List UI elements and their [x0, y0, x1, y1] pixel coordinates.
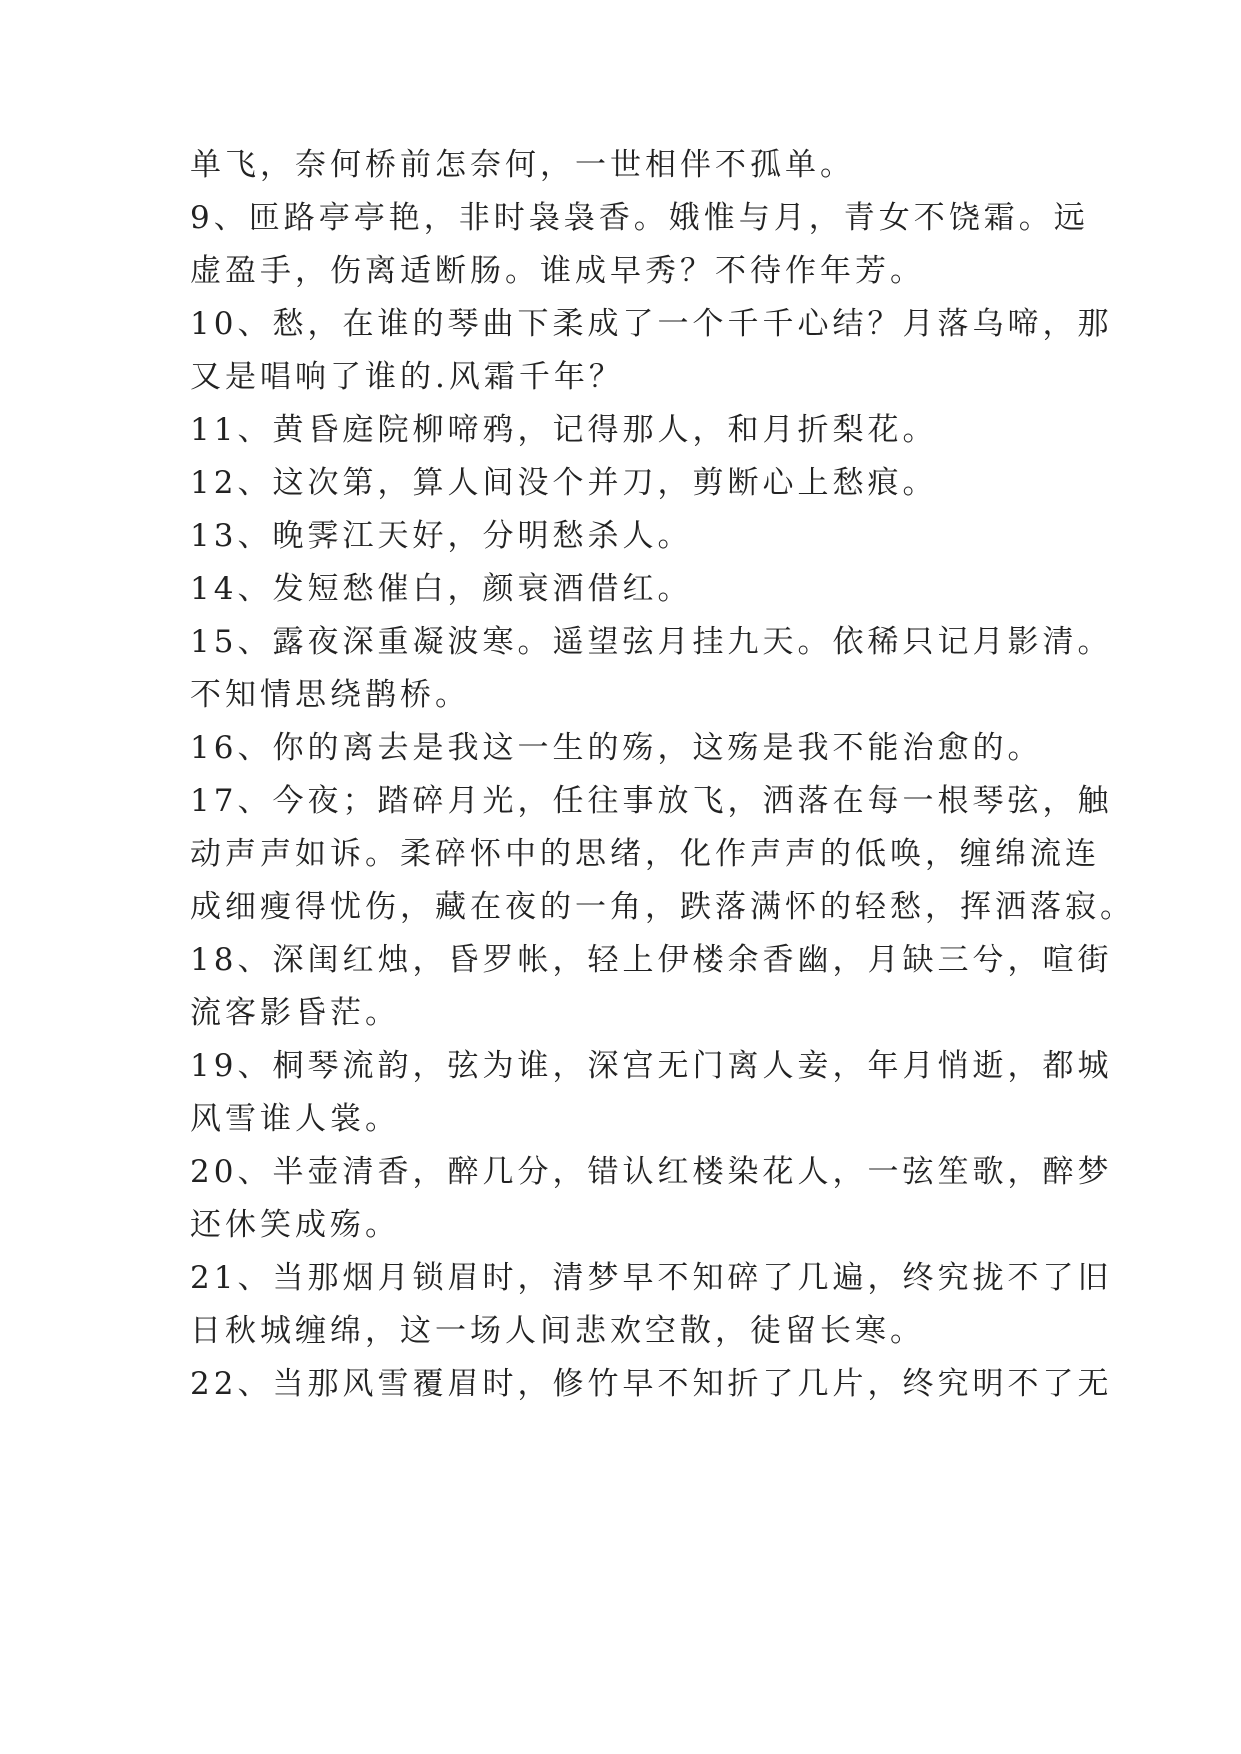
text-line: 21、当那烟月锁眉时，清梦早不知碎了几遍，终究拢不了旧 [190, 1260, 1113, 1296]
text-line: 16、你的离去是我这一生的殇，这殇是我不能治愈的。 [190, 730, 1043, 766]
text-line: 虚盈手，伤离适断肠。谁成早秀？不待作年芳。 [190, 253, 925, 289]
text-line: 22、当那风雪覆眉时，修竹早不知折了几片，终究明不了无 [190, 1366, 1113, 1402]
text-line: 14、发短愁催白，颜衰酒借红。 [190, 571, 693, 607]
text-line: 10、愁，在谁的琴曲下柔成了一个千千心结？月落乌啼，那 [190, 306, 1113, 342]
text-line: 单飞，奈何桥前怎奈何，一世相伴不孤单。 [190, 147, 855, 183]
text-line: 15、露夜深重凝波寒。遥望弦月挂九天。依稀只记月影清。 [190, 624, 1113, 660]
text-line: 9、匝路亭亭艳，非时袅袅香。娥惟与月，青女不饶霜。远 [190, 200, 1089, 236]
text-line: 17、今夜；踏碎月光，任往事放飞，洒落在每一根琴弦，触 [190, 783, 1113, 819]
text-line: 19、桐琴流韵，弦为谁，深宫无门离人妾，年月悄逝，都城 [190, 1048, 1113, 1084]
text-line: 不知情思绕鹊桥。 [190, 677, 470, 713]
text-line: 流客影昏茫。 [190, 995, 400, 1031]
text-line: 11、黄昏庭院柳啼鸦，记得那人，和月折梨花。 [190, 412, 938, 448]
text-line: 日秋城缠绵，这一场人间悲欢空散，徒留长寒。 [190, 1313, 925, 1349]
text-line: 18、深闺红烛，昏罗帐，轻上伊楼余香幽，月缺三兮，喧街 [190, 942, 1113, 978]
text-line: 12、这次第，算人间没个并刀，剪断心上愁痕。 [190, 465, 938, 501]
text-line: 成细瘦得忧伤，藏在夜的一角，跌落满怀的轻愁，挥洒落寂。 [190, 889, 1135, 925]
text-line: 还休笑成殇。 [190, 1207, 400, 1243]
text-line: 13、晚霁江天好，分明愁杀人。 [190, 518, 693, 554]
text-line: 又是唱响了谁的.风霜千年？ [190, 359, 624, 395]
text-line: 风雪谁人裳。 [190, 1101, 400, 1137]
text-line: 动声声如诉。柔碎怀中的思绪，化作声声的低唤，缠绵流连 [190, 836, 1100, 872]
text-line: 20、半壶清香，醉几分，错认红楼染花人，一弦笙歌，醉梦 [190, 1154, 1113, 1190]
